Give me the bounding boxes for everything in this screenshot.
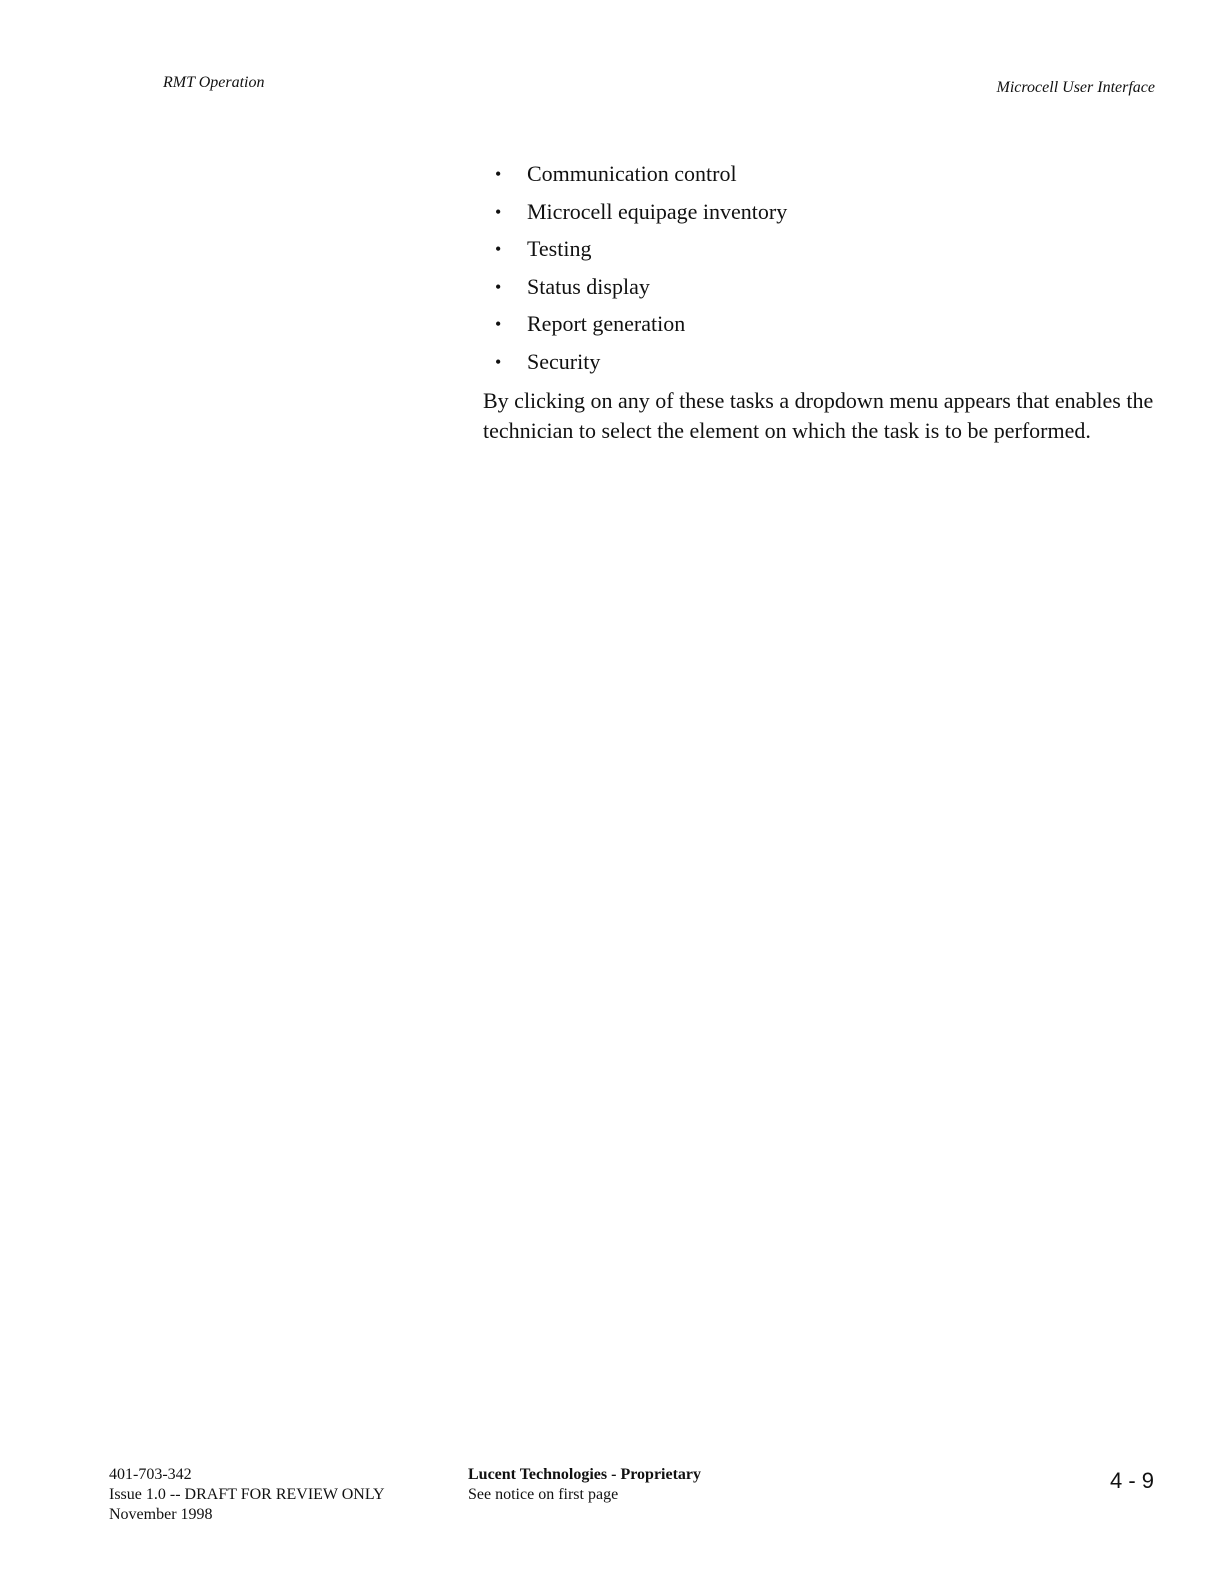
main-content bbox=[483, 161, 1163, 446]
list-item-text: Communication control bbox=[527, 161, 737, 186]
list-item-text: Testing bbox=[527, 236, 592, 261]
list-item-text: Security bbox=[527, 348, 601, 374]
bullet-icon: • bbox=[495, 276, 502, 297]
footer-proprietary bbox=[468, 1465, 701, 1505]
issue-date: November 1998 bbox=[109, 1506, 213, 1523]
bullet-icon: • bbox=[495, 239, 502, 259]
list-item-text: Report generation bbox=[527, 311, 686, 336]
bullet-icon: • bbox=[495, 351, 502, 372]
notice-line: See notice on first page bbox=[468, 1486, 619, 1503]
proprietary-label: Lucent Technologies - Proprietary bbox=[468, 1466, 702, 1483]
document-number: 401-703-342 bbox=[109, 1466, 192, 1483]
bullet-icon: • bbox=[495, 314, 502, 334]
bullet-icon: • bbox=[495, 201, 502, 222]
bullet-icon: • bbox=[495, 164, 502, 184]
task-list bbox=[483, 161, 1163, 375]
list-item bbox=[483, 236, 1163, 262]
running-header-right: Microcell User Interface bbox=[996, 79, 1155, 96]
list-item bbox=[483, 311, 1163, 337]
issue-line: Issue 1.0 -- DRAFT FOR REVIEW ONLY bbox=[109, 1486, 385, 1503]
list-item-text: Microcell equipage inventory bbox=[527, 198, 788, 224]
running-header-left: RMT Operation bbox=[163, 74, 265, 91]
list-item bbox=[483, 161, 1163, 187]
page-number: 4 - 9 bbox=[1109, 1468, 1154, 1493]
body-paragraph: By clicking on any of these tasks a dropdown menu appears that enables the technician to select the element on which the task is to be performed. bbox=[483, 388, 1154, 443]
list-item-text: Status display bbox=[527, 273, 650, 299]
list-item bbox=[483, 349, 1163, 375]
footer-document-info bbox=[109, 1465, 385, 1525]
list-item bbox=[483, 274, 1163, 300]
list-item bbox=[483, 199, 1163, 225]
